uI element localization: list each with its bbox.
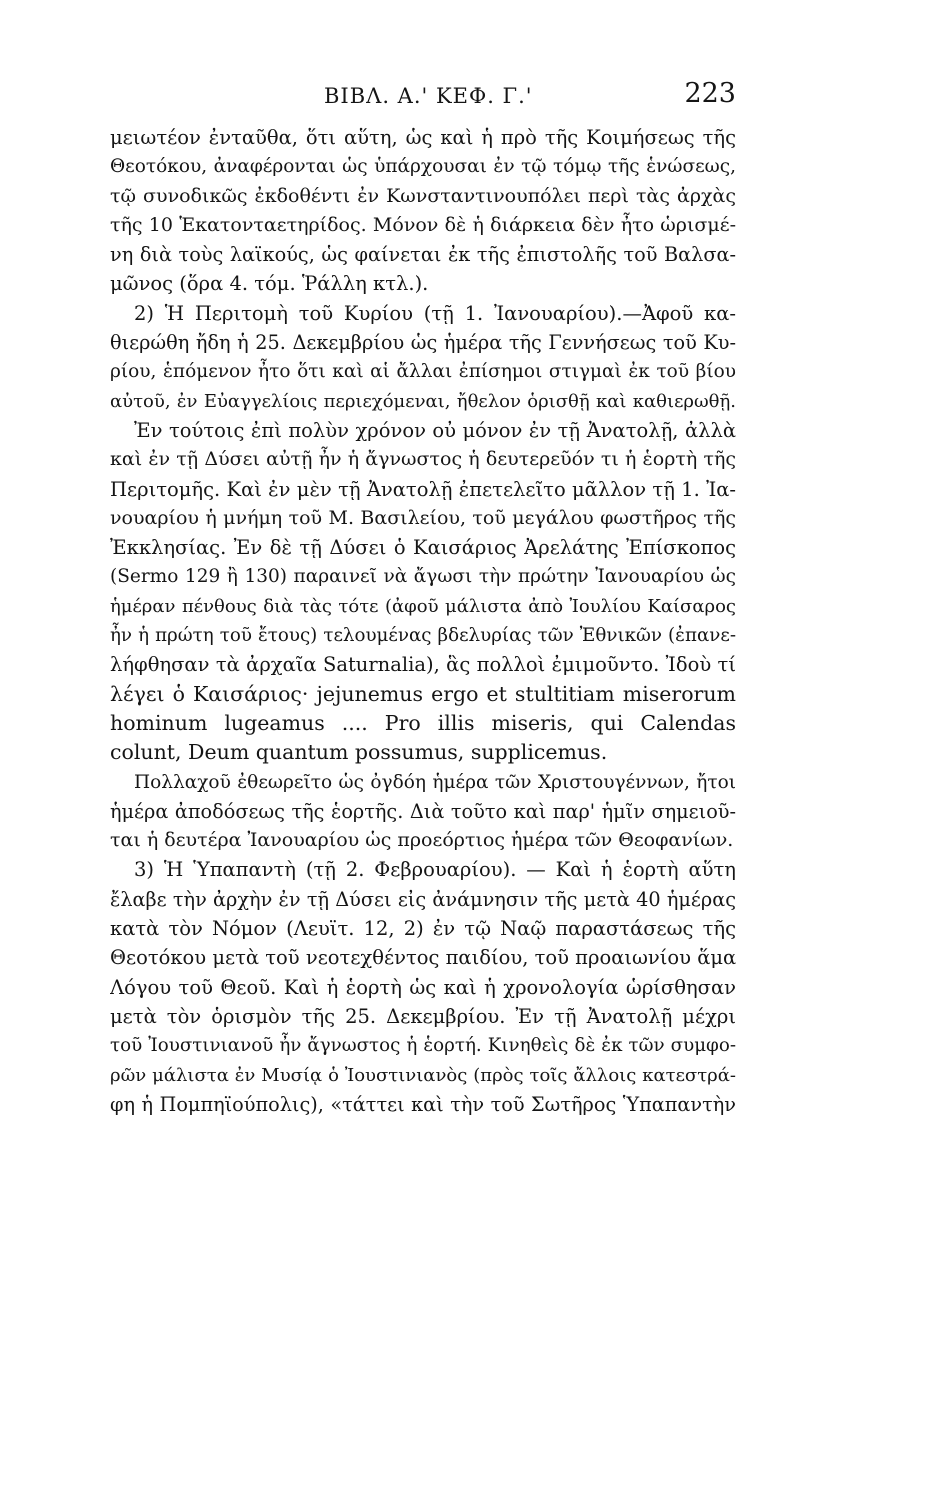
text-line: θιερώθη ἤδη ἡ 25. Δεκεμβρίου ὡς ἡμέρα τῆς Γεννήσεως τοῦ Κυ- — [110, 331, 736, 355]
page-number: 223 — [684, 78, 736, 109]
text-body — [110, 123, 736, 1119]
text-line: καὶ ἐν τῇ Δύσει αὐτῇ ἦν ἡ ἄγνωστος ἡ δευτερεῦόν τι ἡ ἑορτὴ τῆς — [110, 448, 736, 471]
text-line: Θεοτόκου, ἀναφέρονται ὡς ὑπάρχουσαι ἐν τῷ τόμῳ τῆς ἑνώσεως, — [110, 156, 736, 178]
text-line: ρίου, ἑπόμενον ἦτο ὅτι καὶ αἱ ἄλλαι ἐπίσημοι στιγμαὶ ἐκ τοῦ βίου — [110, 361, 736, 383]
text-line: αὐτοῦ, ἐν Εὐαγγελίοις περιεχόμεναι, ἤθελον ὁρισθῇ καὶ καθιερωθῇ. — [110, 390, 736, 412]
text-line: μῶνος (ὅρα 4. τόμ. Ῥάλλη κτλ.). — [110, 272, 429, 296]
text-line: νουαρίου ἡ μνήμη τοῦ Μ. Βασιλείου, τοῦ μεγάλου φωστῆρος τῆς — [110, 506, 736, 529]
text-line: τῷ συνοδικῶς ἐκδοθέντι ἐν Κωνσταντινουπόλει περὶ τὰς ἀρχὰς — [110, 184, 736, 207]
text-line: (Sermo 129 ἢ 130) παραινεῖ νὰ ἄγωσι τὴν πρώτην Ἰανουαρίου ὡς — [110, 566, 736, 588]
text-line: λέγει ὁ Καισάριος· jejunemus ergo et stultitiam miserorum — [110, 681, 736, 706]
running-head — [110, 78, 736, 118]
text-line: 2) Ἡ Περιτομὴ τοῦ Κυρίου (τῇ 1. Ἰανουαρίου).—Ἀφοῦ κα- — [134, 301, 736, 325]
text-line: ἦν ἡ πρώτη τοῦ ἔτους) τελουμένας βδελυρίας τῶν Ἐθνικῶν (ἐπανε- — [110, 625, 736, 647]
text-line: τοῦ Ἰουστινιανοῦ ἦν ἄγνωστος ἡ ἑορτή. Κινηθεὶς δὲ ἐκ τῶν συμφο- — [110, 1035, 736, 1057]
text-line: Λόγου τοῦ Θεοῦ. Καὶ ἡ ἑορτὴ ὡς καὶ ἡ χρονολογία ὡρίσθησαν — [110, 975, 736, 999]
text-line: νη διὰ τοὺς λαϊκούς, ὡς φαίνεται ἐκ τῆς ἐπιστολῆς τοῦ Βαλσα- — [110, 243, 736, 267]
text-line: Περιτομῆς. Καὶ ἐν μὲν τῇ Ἀνατολῇ ἐπετελεῖτο μᾶλλον τῇ 1. Ἰα- — [110, 477, 736, 501]
text-line: τῆς 10 Ἑκατονταετηρίδος. Μόνον δὲ ἡ διάρκεια δὲν ἦτο ὡρισμέ- — [110, 213, 736, 236]
text-line: colunt, Deum quantum possumus, supplicemus. — [110, 740, 608, 765]
running-title: ΒΙΒΛ. Α.' ΚΕΦ. Γ.' — [324, 84, 533, 108]
text-line: ται ἡ δευτέρα Ἰανουαρίου ὡς προεόρτιος ἡμέρα τῶν Θεοφανίων. — [110, 829, 734, 852]
text-line: Θεοτόκου μετὰ τοῦ νεοτεχθέντος παιδίου, τοῦ προαιωνίου ἅμα — [110, 946, 736, 970]
text-line: ἡμέρα ἀποδόσεως τῆς ἑορτῆς. Διὰ τοῦτο καὶ παρ' ἡμῖν σημειοῦ- — [110, 799, 736, 823]
text-line: κατὰ τὸν Νόμον (Λευϊτ. 12, 2) ἐν τῷ Ναῷ παραστάσεως τῆς — [110, 917, 736, 941]
text-line: Ἐκκλησίας. Ἐν δὲ τῇ Δύσει ὁ Καισάριος Ἀρελάτης Ἐπίσκοπος — [110, 536, 736, 560]
text-line: μειωτέον ἐνταῦθα, ὅτι αὕτη, ὡς καὶ ἡ πρὸ τῆς Κοιμήσεως τῆς — [110, 126, 736, 149]
text-line: Ἐν τούτοις ἐπὶ πολὺν χρόνον οὐ μόνον ἐν τῇ Ἀνατολῇ, ἀλλὰ — [134, 418, 736, 442]
text-line: ρῶν μάλιστα ἐν Μυσίᾳ ὁ Ἰουστινιανὸς (πρὸς τοῖς ἄλλοις κατεστρά- — [110, 1064, 736, 1086]
text-line: Πολλαχοῦ ἐθεωρεῖτο ὡς ὀγδόη ἡμέρα τῶν Χριστουγέννων, ἤτοι — [134, 771, 736, 793]
text-line: μετὰ τὸν ὁρισμὸν τῆς 25. Δεκεμβρίου. Ἐν τῇ Ἀνατολῇ μέχρι — [110, 1004, 736, 1028]
text-line: ἔλαβε τὴν ἀρχὴν ἐν τῇ Δύσει εἰς ἀνάμνησιν τῆς μετὰ 40 ἡμέρας — [110, 887, 736, 911]
text-line: φη ἡ Πομπηϊούπολις), «τάττει καὶ τὴν τοῦ Σωτῆρος Ὑπαπαντὴν — [110, 1092, 736, 1116]
text-line: ἡμέραν πένθους διὰ τὰς τότε (ἀφοῦ μάλιστα ἀπὸ Ἰουλίου Καίσαρος — [110, 595, 736, 617]
text-line: 3) Ἡ Ὑπαπαντὴ (τῇ 2. Φεβρουαρίου). — Καὶ ἡ ἑορτὴ αὕτη — [134, 858, 736, 882]
text-line: hominum lugeamus .... Pro illis miseris, qui Calendas — [110, 710, 736, 735]
text-line: λήφθησαν τὰ ἀρχαῖα Saturnalia), ἃς πολλοὶ ἐμιμοῦντο. Ἰδοὺ τί — [110, 653, 736, 677]
